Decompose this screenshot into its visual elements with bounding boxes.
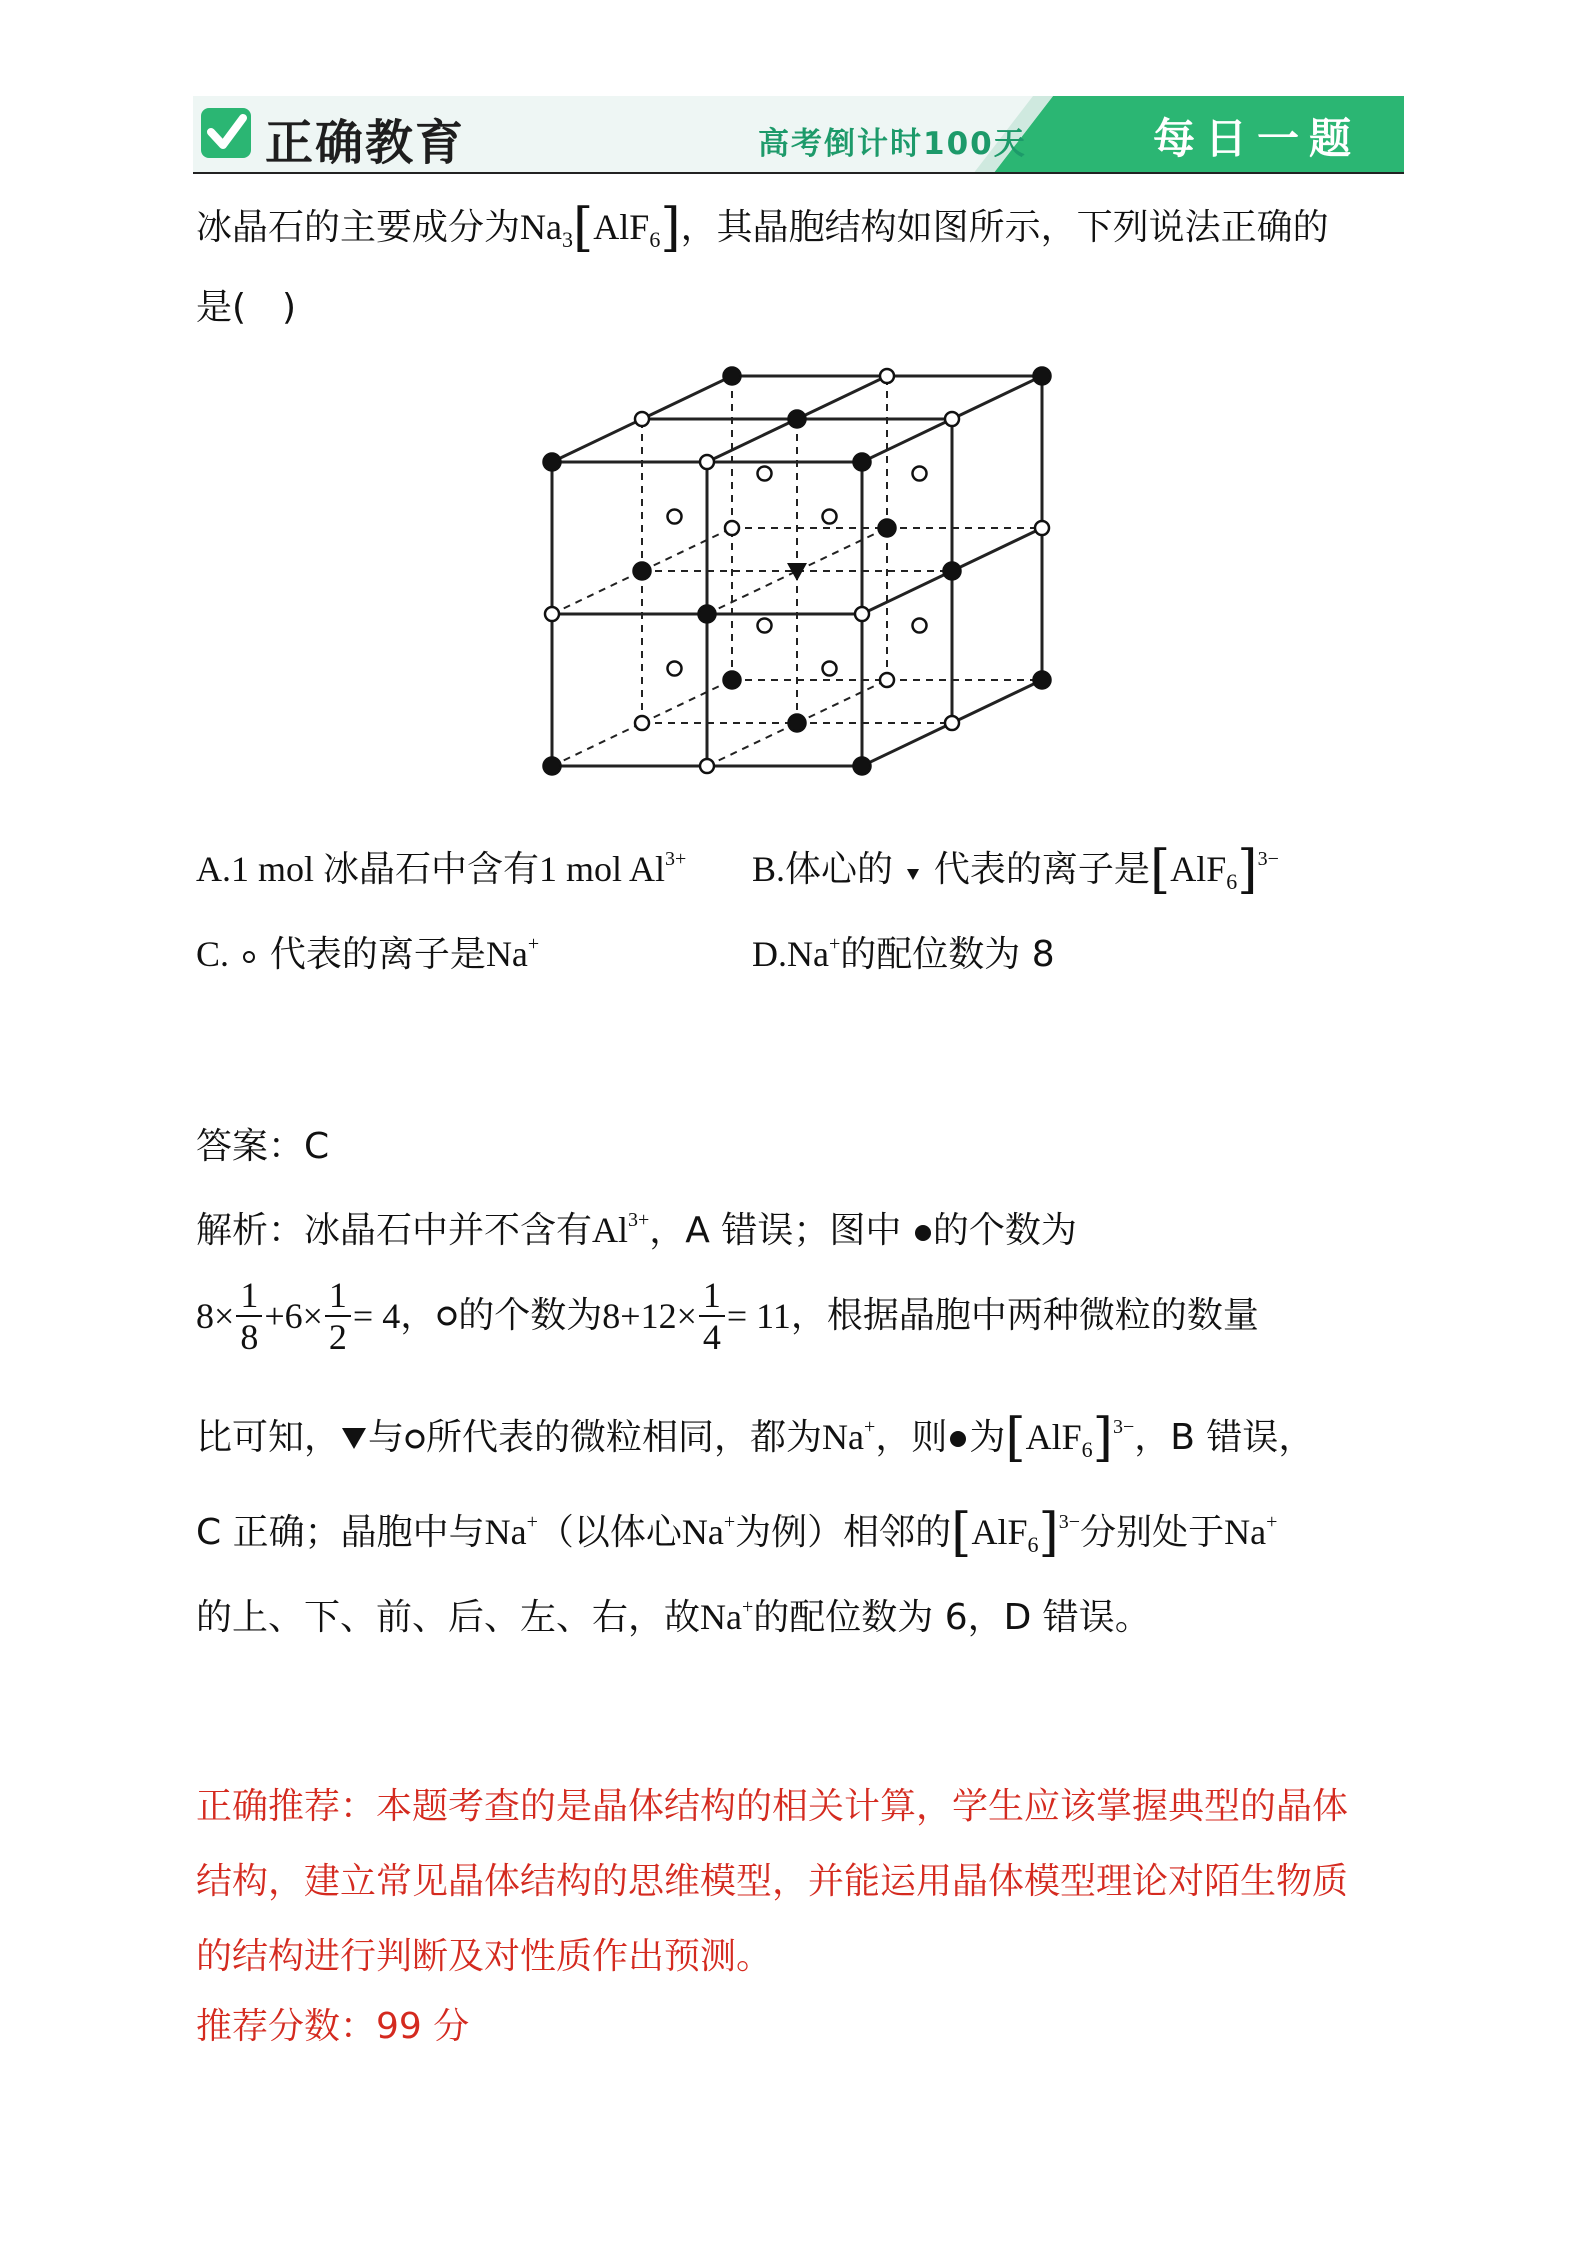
lattice-edge xyxy=(797,528,887,571)
lattice-edge xyxy=(797,680,887,723)
analysis-line-1: 解析：冰晶石中并不含有$Al^{3+}$，A 错误；图中 的个数为 xyxy=(196,1209,1077,1251)
recommend-score: 推荐分数：99 分 xyxy=(196,2006,470,2047)
check-logo-icon xyxy=(201,108,251,158)
sodium-ion xyxy=(725,521,739,535)
filled-circle-icon xyxy=(913,1223,933,1243)
lattice-edge xyxy=(797,376,887,419)
sodium-ion xyxy=(758,467,772,481)
fraction-one-quarter: $\frac{1}{4}$ xyxy=(699,1275,725,1357)
lattice-edge xyxy=(952,376,1042,419)
sodium-ion xyxy=(823,510,837,524)
aluminum-fluoride-ion xyxy=(1034,672,1051,689)
sodium-ion xyxy=(880,369,894,383)
question-line-1: 冰晶石的主要成分为$Na_3[AlF_6]$，其晶胞结构如图所示，下列说法正确的 xyxy=(196,198,1329,258)
aluminum-fluoride-ion xyxy=(724,672,741,689)
sodium-ion xyxy=(1035,521,1049,535)
sodium-ion xyxy=(945,716,959,730)
down-triangle-icon xyxy=(340,1425,368,1451)
aluminum-fluoride-ion xyxy=(854,758,871,775)
open-circle-icon xyxy=(404,1428,426,1450)
crystal-cell-diagram xyxy=(520,355,1080,805)
lattice-edge xyxy=(862,571,952,614)
aluminum-fluoride-ion xyxy=(789,715,806,732)
sodium-ion xyxy=(635,412,649,426)
aluminum-fluoride-ion xyxy=(879,520,896,537)
lattice-edge xyxy=(952,680,1042,723)
lattice-edge xyxy=(707,419,797,462)
header-banner xyxy=(193,96,1404,174)
lattice-edge xyxy=(642,528,732,571)
aluminum-fluoride-ion xyxy=(724,368,741,385)
open-circle-icon xyxy=(436,1305,458,1327)
aluminum-fluoride-ion xyxy=(1034,368,1051,385)
recommend-line-3: 的结构进行判断及对性质作出预测。 xyxy=(196,1936,773,1977)
sodium-ion xyxy=(913,467,927,481)
aluminum-fluoride-ion xyxy=(789,411,806,428)
option-b: B.体心的 代表的离子是$[AlF_6]^{3-}$ xyxy=(752,840,1279,900)
sodium-ion xyxy=(945,412,959,426)
sodium-ion xyxy=(545,607,559,621)
sodium-ion xyxy=(635,716,649,730)
lattice-edge xyxy=(552,571,642,614)
aluminum-fluoride-ion xyxy=(699,606,716,623)
analysis-line-5: 的上、下、前、后、左、右，故Na+的配位数为 6，D 错误。 xyxy=(196,1596,1151,1638)
sodium-ion xyxy=(668,510,682,524)
daily-question-label: 每日一题 xyxy=(1153,114,1362,163)
lattice-edge xyxy=(642,376,732,419)
fraction-one-half: $\frac{1}{2}$ xyxy=(325,1275,351,1357)
fraction-one-eighth: $\frac{1}{8}$ xyxy=(236,1275,262,1357)
down-triangle-icon xyxy=(904,863,922,883)
aluminum-fluoride-ion xyxy=(544,454,561,471)
analysis-line-3: 比可知， 与 所代表的微粒相同，都为Na+，则 为$[AlF_6]^{3-}$，B 错误， xyxy=(196,1408,1315,1468)
lattice-edge xyxy=(952,528,1042,571)
aluminum-fluoride-ion xyxy=(544,758,561,775)
lattice-edge xyxy=(552,723,642,766)
lattice-edge xyxy=(642,680,732,723)
option-c: C. 代表的离子是Na+ xyxy=(196,933,540,975)
aluminum-fluoride-ion xyxy=(634,563,651,580)
sodium-ion xyxy=(758,619,772,633)
lattice-edge xyxy=(707,571,797,614)
sodium-ion xyxy=(855,607,869,621)
analysis-line-2: 8× $\frac{1}{8}$ +6× $\frac{1}{2}$ = 4 ， 的个数为 8+12× $\frac{1}{4}$ = 11 ，根据晶胞中两种微粒的数量 xyxy=(196,1275,1259,1357)
option-a: A.1 mol 冰晶石中含有1 mol $Al^{3+}$ xyxy=(196,848,687,889)
lattice-edge xyxy=(862,723,952,766)
open-circle-icon xyxy=(240,948,258,966)
banner-divider xyxy=(193,172,1404,174)
sodium-ion xyxy=(700,759,714,773)
sodium-ion xyxy=(913,619,927,633)
question-line-2: 是( ) xyxy=(196,287,297,328)
countdown-text: 高考倒计时100天 xyxy=(758,126,1027,162)
recommend-line-2: 结构，建立常见晶体结构的思维模型，并能运用晶体模型理论对陌生物质 xyxy=(196,1861,1349,1902)
sodium-ion xyxy=(823,662,837,676)
filled-circle-icon xyxy=(947,1428,969,1450)
sodium-ion xyxy=(880,673,894,687)
recommend-line-1: 正确推荐：本题考查的是晶体结构的相关计算，学生应该掌握典型的晶体 xyxy=(196,1786,1349,1827)
lattice-edge xyxy=(552,419,642,462)
option-d: D.Na+的配位数为 8 xyxy=(752,933,1055,975)
analysis-line-4: C 正确；晶胞中与Na+（以体心Na+为例）相邻的$[AlF_6]^{3-}$分别处于Na+ xyxy=(196,1503,1278,1563)
sodium-ion xyxy=(700,455,714,469)
brand-name: 正确教育 xyxy=(265,115,466,171)
aluminum-fluoride-ion xyxy=(944,563,961,580)
sodium-ion xyxy=(668,662,682,676)
answer-line: 答案：C xyxy=(196,1126,330,1167)
lattice-edge xyxy=(862,419,952,462)
lattice-edge xyxy=(707,723,797,766)
aluminum-fluoride-ion xyxy=(854,454,871,471)
